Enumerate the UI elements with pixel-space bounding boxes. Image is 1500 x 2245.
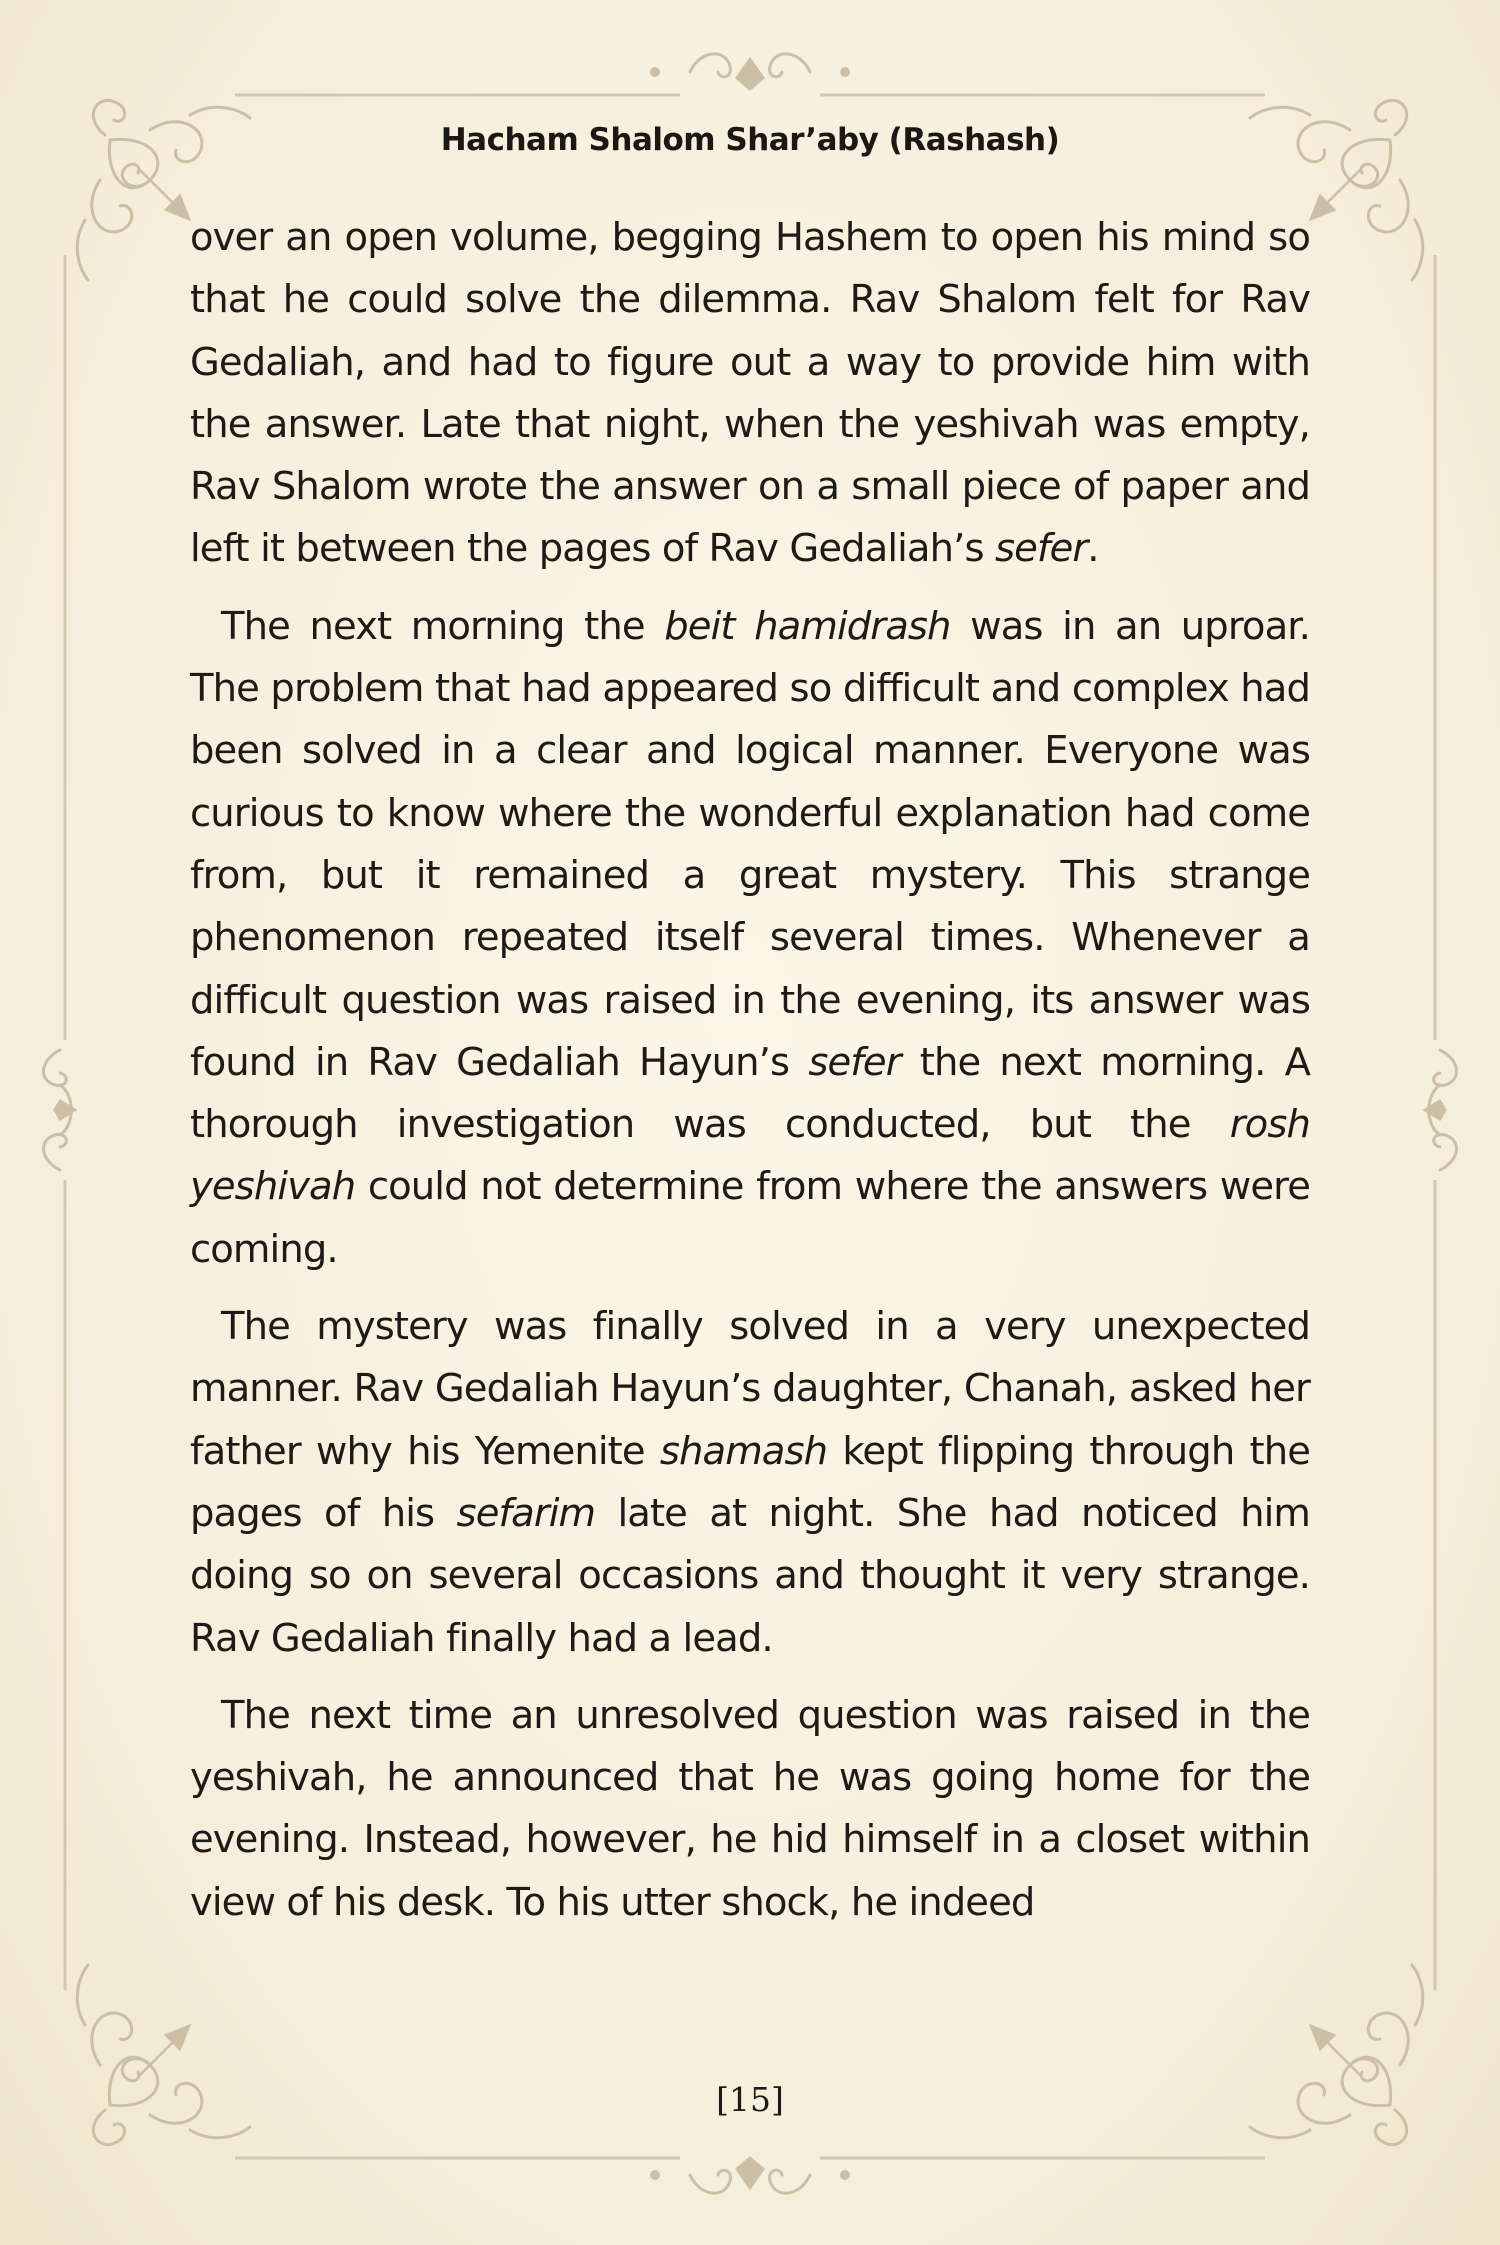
italic-term: sefer bbox=[994, 526, 1088, 572]
italic-term: rosh yeshivah bbox=[190, 1102, 1310, 1210]
side-flourish-icon bbox=[44, 1050, 76, 1170]
text-run: . bbox=[1087, 526, 1099, 572]
italic-term: shamash bbox=[659, 1428, 828, 1474]
paragraph bbox=[190, 207, 1310, 581]
page-number: [15] bbox=[716, 2080, 784, 2119]
body-text bbox=[190, 207, 1310, 1949]
text-run: The next time an unresolved question was raised in the yeshivah, he announced that he was going home for the evening. Instead, however, he hid himself in a closet within view of his desk. To his utter shock, he indeed bbox=[190, 1692, 1310, 1925]
paragraph bbox=[190, 1685, 1310, 1934]
text-run: was in an uproar. The problem that had appeared so difficult and complex had been solved in a clear and logical manner. Everyone was curious to know where the wonderful explanation had come from, but it remained a great mystery. This strange phenomenon repeated itself several times. Whenever a difficult question was raised in the evening, its answer was found in Rav Gedaliah Hayun’s bbox=[190, 603, 1311, 1085]
italic-term: sefer bbox=[808, 1039, 901, 1085]
paragraph bbox=[190, 1296, 1310, 1670]
italic-term: beit hamidrash bbox=[664, 603, 951, 649]
center-flourish-icon bbox=[650, 2157, 850, 2193]
text-run: The next morning the bbox=[221, 603, 665, 649]
text-run: late at night. She had noticed him doing so on several occasions and thought it very strange. Rav Gedaliah finally had a lead. bbox=[190, 1490, 1311, 1661]
center-flourish-icon bbox=[650, 54, 850, 90]
side-flourish-icon bbox=[1424, 1050, 1456, 1170]
text-run: could not determine from where the answers were coming. bbox=[190, 1164, 1310, 1272]
running-title: Hacham Shalom Shar’aby (Rashash) bbox=[440, 122, 1060, 158]
text-run: the next morning. A thorough investigation was conducted, but the bbox=[190, 1039, 1311, 1148]
italic-term: sefarim bbox=[456, 1490, 596, 1536]
text-run: The mystery was finally solved in a very unexpected manner. Rav Gedaliah Hayun’s daughter, Chanah, asked her father why his Yemenite bbox=[190, 1304, 1310, 1474]
text-run: over an open volume, begging Hashem to open his mind so that he could solve the dilemma. Rav Shalom felt for Rav Gedaliah, and had to figure out a way to provide him with the answer. Late that night, when the yeshivah was empty, Rav Shalom wrote the answer on a small piece of paper and left it between the pages of Rav Gedaliah’s bbox=[190, 215, 1310, 572]
text-run: kept flipping through the pages of his bbox=[190, 1428, 1311, 1536]
paragraph bbox=[190, 596, 1310, 1281]
